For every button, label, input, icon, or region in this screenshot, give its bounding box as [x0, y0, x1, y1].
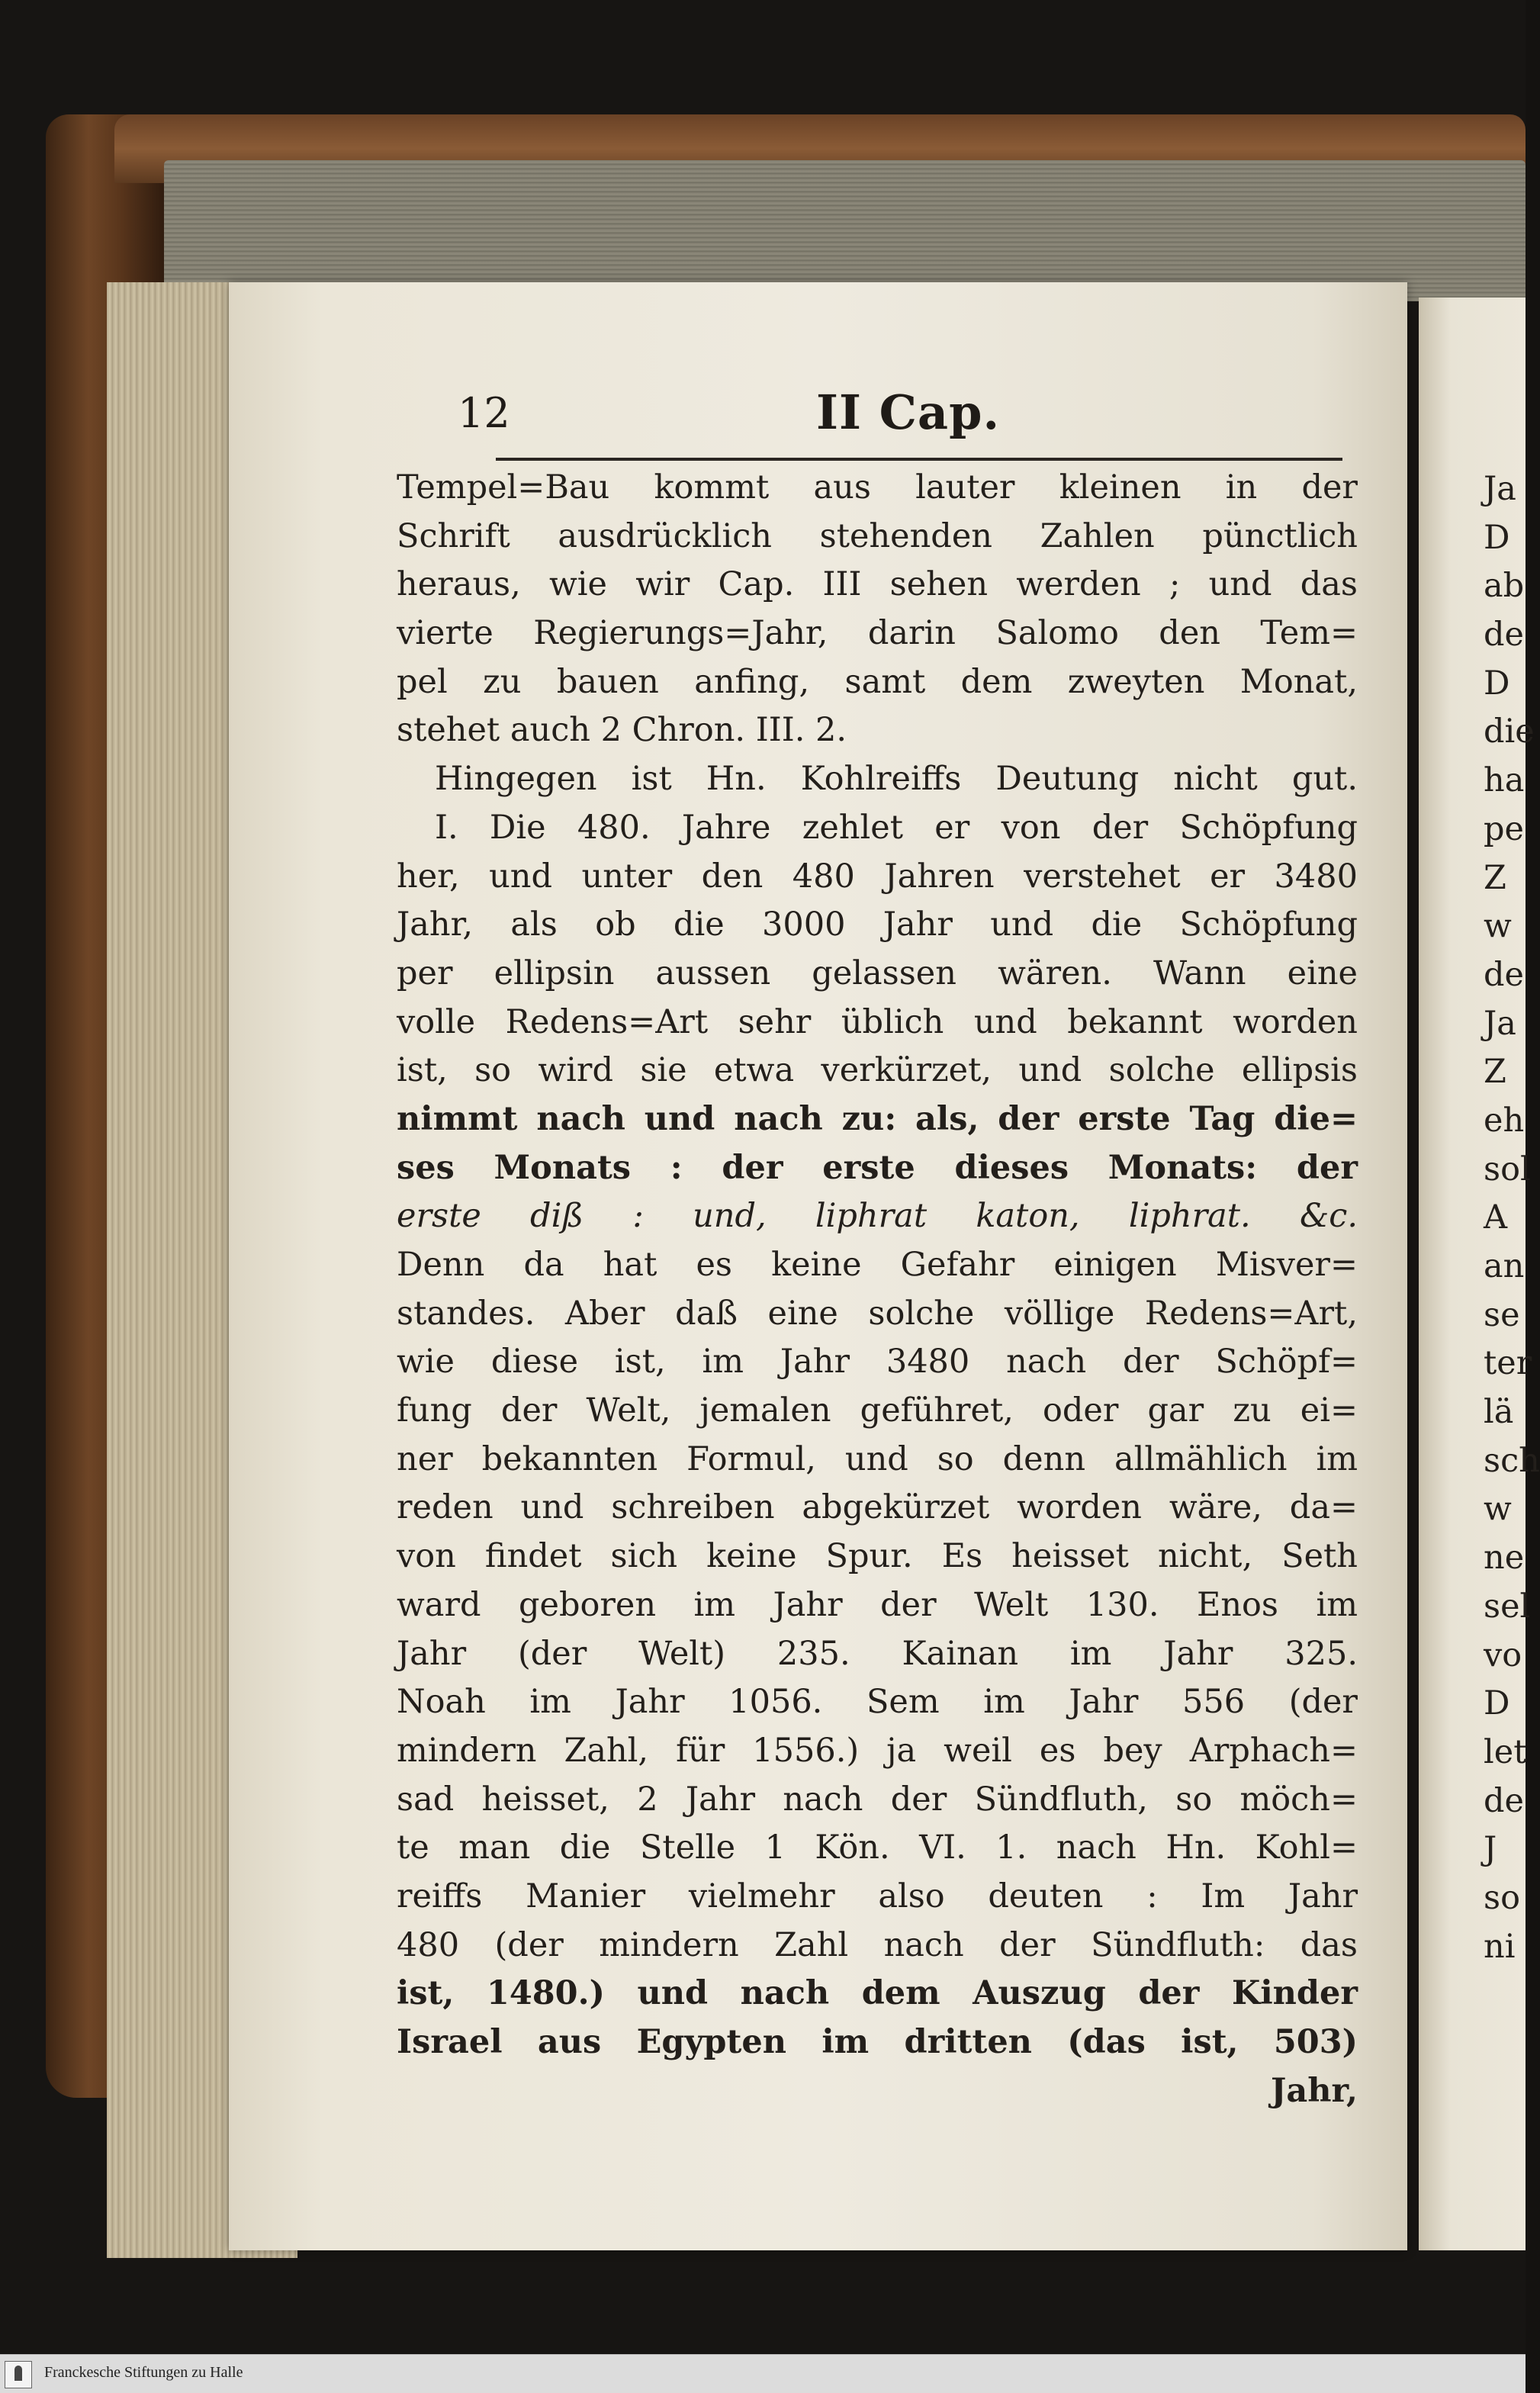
text-line: Tempel=Bau kommt aus lauter kleinen in der — [397, 468, 1358, 507]
text-line: Israel aus Egypten im dritten (das ist, 503) — [397, 2023, 1358, 2061]
viewer-footer — [0, 2354, 1526, 2393]
facing-page-fragment: Z — [1484, 1053, 1506, 1092]
text-line: mindern Zahl, für 1556.) ja weil es bey Arphach= — [397, 1731, 1358, 1770]
facing-page-fragment: ab — [1484, 567, 1525, 606]
text-line: reiffs Manier vielmehr also deuten : Im Jahr — [397, 1877, 1358, 1915]
facing-page-fragment: se — [1484, 1295, 1520, 1334]
facing-page-fragment: Ja — [1484, 470, 1516, 508]
institution-label: Franckesche Stiftungen zu Halle — [44, 2364, 243, 2381]
text-line: per ellipsin aussen gelassen wären. Wann eine — [397, 954, 1358, 992]
facing-page-fragment: vo — [1484, 1636, 1522, 1674]
facing-page-fragment: sel — [1484, 1587, 1531, 1626]
text-line: sad heisset, 2 Jahr nach der Sündfluth, so möch= — [397, 1780, 1358, 1819]
text-line: von findet sich keine Spur. Es heisset nicht, Seth — [397, 1537, 1358, 1576]
text-line: ner bekannten Formul, und so denn allmählich im — [397, 1439, 1358, 1478]
text-line: I. Die 480. Jahre zehlet er von der Schöpfung — [435, 808, 1358, 847]
text-line: fung der Welt, jemalen geführet, oder gar zu ei= — [397, 1391, 1358, 1430]
text-line: reden und schreiben abgekürzet worden wäre, da= — [397, 1488, 1358, 1527]
page-header — [458, 381, 1358, 442]
text-line: heraus, wie wir Cap. III sehen werden ; und das — [397, 565, 1358, 604]
facing-page-fragment: an — [1484, 1247, 1525, 1285]
facing-page-fragment: D — [1484, 1684, 1510, 1723]
facing-page-fragment: A — [1484, 1198, 1508, 1237]
chapter-title: II Cap. — [816, 384, 1001, 440]
facing-page-fragment: D — [1484, 518, 1510, 557]
text-line: te man die Stelle 1 Kön. VI. 1. nach Hn. Kohl= — [397, 1829, 1358, 1867]
facing-page-fragment: Ja — [1484, 1004, 1516, 1043]
text-line: ward geboren im Jahr der Welt 130. Enos im — [397, 1585, 1358, 1624]
facing-page-text-fragments — [1484, 465, 1540, 1971]
institution-logo-icon — [5, 2361, 32, 2388]
facing-page-fragment: so — [1484, 1878, 1520, 1917]
facing-page-fragment: sch — [1484, 1441, 1540, 1480]
text-line: volle Redens=Art sehr üblich und bekannt worden — [397, 1002, 1358, 1041]
facing-page-fragment: lä — [1484, 1393, 1514, 1432]
facing-page-fragment: w — [1484, 907, 1512, 946]
text-line: Jahr, als ob die 3000 Jahr und die Schöpfung — [397, 905, 1358, 944]
text-line: Denn da hat es keine Gefahr einigen Misver= — [397, 1246, 1358, 1284]
facing-page-fragment: eh — [1484, 1101, 1525, 1140]
facing-page-fragment: J — [1484, 1830, 1497, 1869]
text-line: pel zu bauen anfing, samt dem zweyten Monat, — [397, 662, 1358, 701]
facing-page-fragment: die — [1484, 712, 1535, 751]
facing-page-fragment: de — [1484, 955, 1524, 994]
text-line: wie diese ist, im Jahr 3480 nach der Schöpf= — [397, 1343, 1358, 1381]
text-line: stehet auch 2 Chron. III. 2. — [397, 711, 847, 750]
page-block-top-edge — [164, 160, 1526, 301]
facing-page-fragment: ne — [1484, 1539, 1525, 1578]
catchword: Jahr, — [1271, 2071, 1358, 2110]
facing-page-fragment: ni — [1484, 1927, 1516, 1966]
text-line: 480 (der mindern Zahl nach der Sündfluth: das — [397, 1925, 1358, 1964]
facing-page-fragment: Z — [1484, 858, 1506, 897]
text-line: Schrift ausdrücklich stehenden Zahlen pünctlich — [397, 516, 1358, 555]
facing-page-fragment: w — [1484, 1490, 1512, 1529]
facing-page-fragment: ha — [1484, 761, 1525, 800]
facing-page-fragment: sol — [1484, 1150, 1531, 1188]
header-rule — [496, 458, 1342, 461]
facing-page-fragment: ter — [1484, 1344, 1532, 1383]
body-text — [397, 464, 1358, 2115]
text-line: nimmt nach und nach zu: als, der erste Tag die= — [397, 1099, 1358, 1138]
text-line: ist, 1480.) und nach dem Auszug der Kinder — [397, 1974, 1358, 2013]
facing-page-fragment: D — [1484, 664, 1510, 703]
text-line: Hingegen ist Hn. Kohlreiffs Deutung nicht gut. — [435, 760, 1358, 799]
text-line: standes. Aber daß eine solche völlige Redens=Art, — [397, 1294, 1358, 1333]
facing-page-fragment: de — [1484, 1781, 1524, 1820]
text-line: erste diß : und, liphrat katon, liphrat. &c. — [397, 1197, 1358, 1236]
text-line: Jahr (der Welt) 235. Kainan im Jahr 325. — [397, 1634, 1358, 1673]
facing-page-fragment: pe — [1484, 809, 1524, 848]
text-line: ist, so wird sie etwa verkürzet, und solche ellipsis — [397, 1051, 1358, 1090]
text-line: ses Monats : der erste dieses Monats: der — [397, 1148, 1358, 1187]
text-line: Noah im Jahr 1056. Sem im Jahr 556 (der — [397, 1683, 1358, 1722]
facing-page-fragment: let — [1484, 1732, 1527, 1771]
text-line: her, und unter den 480 Jahren verstehet er 3480 — [397, 857, 1358, 896]
text-line: vierte Regierungs=Jahr, darin Salomo den Tem= — [397, 614, 1358, 653]
page-number: 12 — [458, 389, 510, 437]
facing-page-fragment: de — [1484, 616, 1524, 655]
